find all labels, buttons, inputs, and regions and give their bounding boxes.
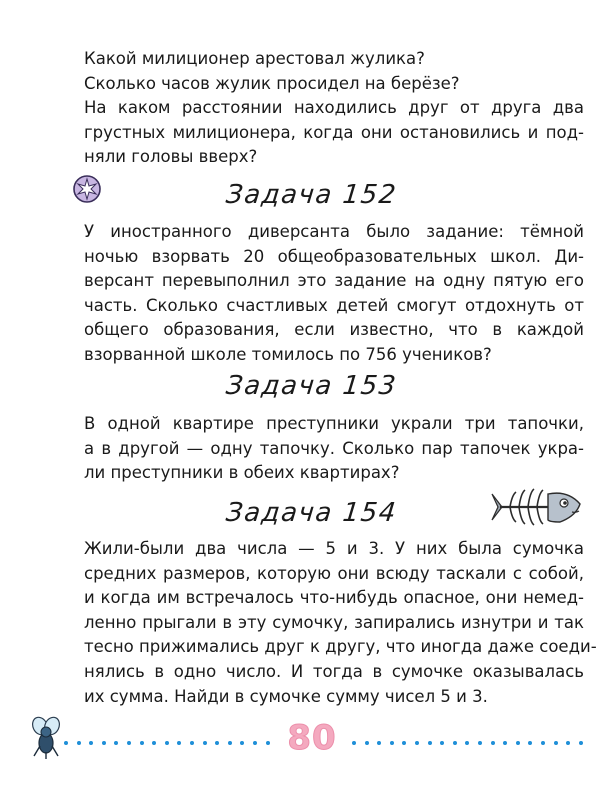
footer-dot: [64, 741, 68, 745]
footer-dot: [253, 741, 257, 745]
footer-dot: [566, 741, 570, 745]
task-line: ленно прыгали в эту сумочку, запирались изнутри и так: [84, 612, 584, 632]
task-line: версант перевыполнил это задание на одну пятую его: [84, 271, 584, 291]
footer-dot: [377, 741, 381, 745]
footer-dot: [190, 741, 194, 745]
footer-dot: [215, 741, 219, 745]
intro-line: Сколько часов жулик просидел на берёзе?: [84, 73, 460, 93]
footer-dot: [140, 741, 144, 745]
footer-dot: [390, 741, 394, 745]
footer-dot: [352, 741, 356, 745]
footer-dot: [152, 741, 156, 745]
task-line: их сумма. Найди в сумочке сумму чисел 5 и 3.: [84, 686, 488, 706]
fly-icon: [28, 716, 64, 760]
footer-dot: [428, 741, 432, 745]
task-line: Жили-были два числа — 5 и 3. У них была сумочка: [84, 539, 584, 558]
task-153-title: Задача 153: [224, 371, 399, 401]
task-154-text: [84, 537, 597, 709]
footer-dot: [402, 741, 406, 745]
footer-dot: [440, 741, 444, 745]
intro-line: Какой милиционер арестовал жулика?: [84, 49, 425, 68]
footer-dot: [541, 741, 545, 745]
task-line: а в другой — одну тапочку. Сколько пар тапочек укра-: [84, 438, 584, 458]
footer-dot: [579, 741, 583, 745]
footer-dot: [453, 741, 457, 745]
footer-dot: [365, 741, 369, 745]
footer-dot: [77, 741, 81, 745]
footer-dot: [266, 741, 270, 745]
task-154-title: Задача 154: [224, 498, 399, 528]
task-line: ли преступники в обеих квартирах?: [84, 463, 400, 483]
task-line: средних размеров, которую они всюду таскали с собой,: [84, 563, 584, 583]
task-line: нялись в одно число. И тогда в сумочке оказывалась: [84, 661, 584, 681]
footer-dot: [478, 741, 482, 745]
task-152-text: [84, 220, 584, 368]
task-152-title: Задача 152: [224, 180, 399, 210]
task-line: тесно прижимались друг к другу, что иногда даже соеди-: [84, 637, 597, 657]
page-number: 80: [287, 718, 337, 758]
footer-dot: [516, 741, 520, 745]
task-line: общего образования, если известно, что в каждой: [84, 320, 584, 340]
intro-line: На каком расстоянии находились друг от друга два: [84, 98, 584, 118]
footer-dot: [165, 741, 169, 745]
fish-skeleton-icon: [488, 486, 584, 528]
footer-dot: [465, 741, 469, 745]
footer-dot: [89, 741, 93, 745]
footer-dot: [203, 741, 207, 745]
task-line: ночью взорвать 20 общеобразовательных школ. Ди-: [84, 246, 584, 266]
task-153-text: [84, 412, 584, 486]
task-line: В одной квартире преступники украли три тапочки,: [84, 414, 584, 433]
footer-dot: [127, 741, 131, 745]
footer-dot: [415, 741, 419, 745]
footer-dots-right: [352, 741, 584, 745]
footer-dot: [177, 741, 181, 745]
footer-dot: [102, 741, 106, 745]
footer-dot: [528, 741, 532, 745]
intro-line: грустных милиционера, когда они остановились и под-: [84, 122, 584, 142]
footer-dot: [240, 741, 244, 745]
task-line: взорванной школе томилось по 756 учеников?: [84, 344, 492, 364]
footer-dot: [554, 741, 558, 745]
task-line: У иностранного диверсанта было задание: тёмной: [84, 222, 584, 241]
intro-line: няли головы вверх?: [84, 147, 258, 167]
task-line: и когда им встречалось что-нибудь опасное, они немед-: [84, 588, 584, 608]
footer-dot: [228, 741, 232, 745]
footer-dot: [114, 741, 118, 745]
intro-questions: [84, 47, 584, 170]
footer-dots-left: [64, 741, 276, 745]
footer-dot: [491, 741, 495, 745]
footer-dot: [503, 741, 507, 745]
task-line: часть. Сколько счастливых детей смогут отдохнуть от: [84, 295, 584, 315]
